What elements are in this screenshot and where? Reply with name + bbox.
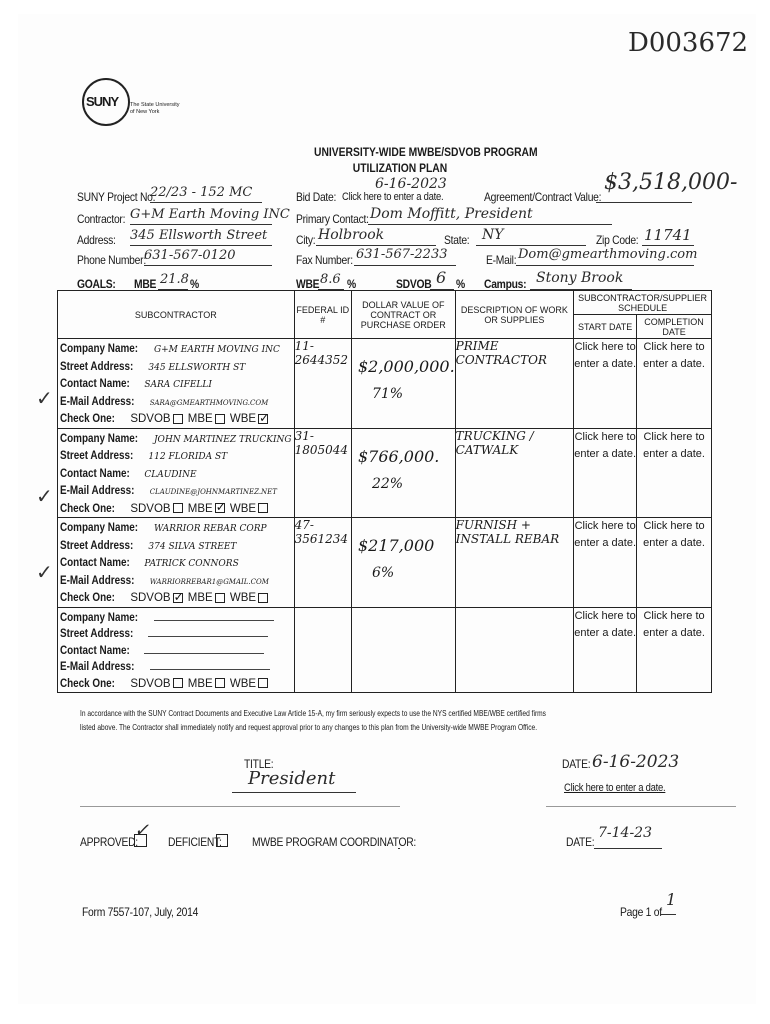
zip-underline (642, 245, 694, 246)
federal-id-cell[interactable]: 47-3561234 (294, 518, 351, 608)
company-value[interactable]: G+M EARTH MOVING INC (153, 345, 280, 355)
completion-date-cell[interactable] (637, 607, 712, 693)
subcontractor-cell (58, 518, 295, 608)
company-value[interactable]: JOHN MARTINEZ TRUCKING (153, 434, 292, 445)
primary-contact-label: Primary Contact: (296, 212, 369, 226)
email-label: E-Mail: (486, 253, 517, 267)
bid-date-value: 6-16-2023 (375, 176, 447, 192)
page-label: Page 1 of (620, 905, 662, 919)
signature-line (80, 806, 400, 807)
mbe-goal-pct: % (190, 277, 199, 291)
mbe-goal-label: MBE (134, 277, 157, 291)
contact-value[interactable]: PATRICK CONNORS (144, 559, 239, 569)
campus-label: Campus: (484, 277, 527, 291)
sdvob-goal-value[interactable]: 6 (436, 268, 447, 287)
title-line-1: UNIVERSITY-WIDE MWBE/SDVOB PROGRAM (314, 145, 538, 159)
description-cell[interactable]: PRIME CONTRACTOR (455, 339, 573, 429)
date-placeholder-2: enter a date. (574, 358, 637, 370)
bid-date-label: Bid Date: (296, 190, 337, 204)
contact-value[interactable]: CLAUDINE (144, 469, 197, 480)
wbe-option: WBE (229, 677, 257, 690)
mbe-checkbox[interactable] (215, 678, 225, 688)
wbe-checkbox[interactable] (258, 678, 268, 688)
title-underline (232, 792, 356, 793)
street-value[interactable]: 345 ELLSWORTH ST (148, 362, 246, 373)
phone-label: Phone Number: (77, 253, 146, 267)
suny-logo (82, 78, 130, 126)
col-header-completion-date: COMPLETION DATE (637, 315, 712, 339)
address-label: Address: (77, 233, 116, 247)
date-placeholder-1: Click here to (574, 609, 636, 622)
col-header-description: DESCRIPTION OF WORK OR SUPPLIES (455, 291, 573, 339)
mbe-option: MBE (187, 677, 213, 690)
mbe-checkbox[interactable] (215, 503, 225, 513)
table-row (58, 518, 712, 608)
primary-contact-value[interactable]: Dom Moffitt, President (370, 206, 533, 222)
city-label: City: (296, 233, 316, 247)
phone-value[interactable]: 631-567-0120 (144, 248, 236, 263)
date-placeholder-1: Click here to (574, 341, 636, 353)
signature-date-label: DATE: (562, 757, 591, 771)
company-value[interactable]: WARRIOR REBAR CORP (153, 524, 267, 534)
completion-date-cell[interactable] (637, 339, 712, 429)
wbe-goal-value[interactable]: 8.6 (320, 272, 341, 287)
federal-id-cell[interactable]: 11-2644352 (294, 339, 351, 429)
wbe-checkbox[interactable] (258, 503, 268, 513)
wbe-goal-label: WBE (296, 277, 320, 291)
mbe-goal-value[interactable]: 21.8 (160, 272, 189, 287)
address-value[interactable]: 345 Ellsworth Street (130, 228, 268, 243)
dollar-percent: 22% (371, 475, 404, 492)
date-placeholder-2: enter a date. (643, 358, 705, 370)
approved-check-mark: ✓ (134, 820, 150, 841)
project-value[interactable]: 22/23 - 152 MC (150, 185, 253, 200)
completion-date-cell[interactable] (637, 518, 712, 608)
email-address-label: E-Mail Address: (60, 574, 135, 587)
contact-label: Contact Name: (60, 557, 130, 569)
subcontractor-cell (58, 428, 295, 518)
state-value[interactable]: NY (482, 227, 504, 243)
date-placeholder-2: enter a date. (643, 447, 705, 460)
title-line-2: UTILIZATION PLAN (352, 161, 448, 175)
form-number: Form 7557-107, July, 2014 (82, 905, 199, 919)
dollar-value-cell[interactable] (351, 428, 455, 518)
deficient-checkbox[interactable] (216, 834, 228, 847)
street-label: Street Address: (60, 628, 134, 640)
federal-id-cell[interactable]: 31-1805044 (294, 428, 351, 518)
dollar-value-cell[interactable] (351, 518, 455, 608)
dollar-amount: $766,000. (357, 446, 440, 466)
date-line (546, 806, 736, 807)
city-underline (316, 245, 436, 246)
sdvob-checkbox[interactable] (173, 503, 183, 513)
logo-line-1: The State University (130, 102, 180, 108)
company-label: Company Name: (60, 522, 139, 534)
zip-value[interactable]: 11741 (644, 226, 692, 244)
sdvob-checkbox[interactable] (173, 678, 183, 688)
wbe-checkbox[interactable] (258, 414, 268, 424)
logo-line-2: of New York (130, 109, 160, 115)
zip-label: Zip Code: (596, 233, 639, 247)
project-underline (150, 202, 262, 203)
street-label: Street Address: (60, 539, 134, 552)
date-placeholder-1: Click here to (643, 430, 705, 443)
date-placeholder-2: enter a date. (574, 447, 637, 460)
campus-value[interactable]: Stony Brook (536, 270, 624, 286)
email-underline (516, 265, 694, 266)
dollar-value-cell[interactable] (351, 607, 455, 693)
subcontractor-table (57, 290, 712, 693)
wbe-option: WBE (229, 592, 257, 604)
logo-text (130, 102, 180, 116)
date-placeholder-2: enter a date. (574, 626, 637, 639)
sdvob-goal-pct: % (456, 277, 465, 291)
margin-check-mark: ✓ (36, 388, 53, 410)
deficient-label: DEFICIENT: (168, 835, 222, 849)
check-one-label: Check One: (60, 592, 115, 604)
wbe-option: WBE (229, 413, 257, 425)
sdvob-option: SDVOB (130, 413, 171, 425)
mbe-checkbox[interactable] (215, 414, 225, 424)
table-row (58, 339, 712, 429)
title-label: TITLE: (244, 757, 274, 771)
contact-label: Contact Name: (60, 467, 130, 480)
email-blank[interactable] (150, 669, 270, 670)
phone-underline (144, 265, 272, 266)
dollar-amount: $2,000,000. (357, 357, 455, 376)
wbe-option: WBE (229, 502, 257, 515)
contact-blank[interactable] (144, 653, 264, 654)
date-placeholder-2: enter a date. (643, 626, 705, 639)
agreement-value[interactable]: $3,518,000- (604, 170, 738, 195)
subcontractor-cell (58, 339, 295, 429)
email-address-label: E-Mail Address: (60, 395, 135, 408)
date-placeholder-1: Click here to (643, 609, 705, 622)
email-address-value[interactable]: SARA@GMEARTHMOVING.COM (149, 398, 269, 407)
sdvob-option: SDVOB (130, 502, 171, 515)
state-label: State: (444, 233, 470, 247)
sdvob-goal-label: SDVOB (396, 277, 432, 291)
table-row (58, 607, 712, 693)
approval-date-value[interactable]: 7-14-23 (598, 825, 652, 841)
contractor-value[interactable]: G+M Earth Moving INC (130, 207, 290, 222)
company-label: Company Name: (60, 432, 139, 445)
contact-label: Contact Name: (60, 378, 130, 390)
compliance-note (80, 706, 700, 734)
col-header-start-date: START DATE (574, 315, 637, 339)
check-one-label: Check One: (60, 502, 115, 515)
start-date-cell[interactable] (574, 339, 637, 429)
mbe-option: MBE (187, 502, 213, 515)
agreement-underline (596, 202, 692, 203)
state-underline (476, 245, 586, 246)
signature-date-value[interactable]: 6-16-2023 (592, 752, 680, 772)
email-address-value[interactable]: CLAUDINE@JOHNMARTINEZ.NET (149, 488, 277, 496)
mbe-option: MBE (187, 413, 213, 425)
title-value[interactable]: President (248, 768, 336, 789)
description-cell[interactable]: TRUCKING / CATWALK (455, 428, 573, 518)
document-number: D003672 (628, 28, 749, 58)
contact-value[interactable]: SARA CIFELLI (144, 380, 212, 390)
federal-id-cell[interactable] (294, 607, 351, 693)
mbe-checkbox[interactable] (215, 593, 225, 603)
date-placeholder-1: Click here to (643, 341, 705, 353)
margin-check-mark: ✓ (36, 562, 53, 584)
date-placeholder-1: Click here to (574, 430, 636, 443)
street-value[interactable]: 374 SILVA STREET (148, 541, 237, 552)
sdvob-option: SDVOB (130, 592, 171, 604)
start-date-cell[interactable] (574, 607, 637, 693)
fax-underline (354, 265, 456, 266)
margin-check-mark: ✓ (36, 486, 53, 508)
note-line-2: listed above. The Contractor shall immediately notify and request approval prior to any changes to this plan from the University-wide MWBE Program Office. (80, 722, 538, 732)
sdvob-option: SDVOB (130, 677, 171, 690)
sdvob-checkbox[interactable] (173, 414, 183, 424)
date-placeholder-1: Click here to (574, 520, 636, 532)
contractor-underline (130, 224, 272, 225)
fax-label: Fax Number: (296, 253, 353, 267)
city-value[interactable]: Holbrook (318, 227, 385, 243)
wbe-checkbox[interactable] (258, 593, 268, 603)
page-total-underline (660, 914, 676, 915)
completion-date-cell[interactable] (637, 428, 712, 518)
dollar-percent: 71% (371, 386, 404, 402)
company-label: Company Name: (60, 343, 139, 355)
coordinator-line (398, 848, 400, 849)
fax-value[interactable]: 631-567-2233 (356, 247, 448, 262)
col-header-federal-id: FEDERAL ID # (294, 291, 351, 339)
email-value[interactable]: Dom@gmearthmoving.com (518, 247, 698, 262)
dollar-percent: 6% (371, 565, 395, 581)
date-placeholder-2: enter a date. (643, 537, 705, 549)
address-underline (130, 245, 272, 246)
goals-label: GOALS: (77, 277, 116, 291)
check-one-label: Check One: (60, 677, 115, 690)
mbe-option: MBE (187, 592, 213, 604)
approval-date-label: DATE: (566, 835, 595, 849)
signature-date-placeholder[interactable]: Click here to enter a date. (564, 782, 666, 794)
date-placeholder-1: Click here to (643, 520, 705, 532)
street-label: Street Address: (60, 360, 134, 373)
contact-label: Contact Name: (60, 644, 130, 657)
col-header-schedule: SUBCONTRACTOR/SUPPLIER SCHEDULE (574, 291, 712, 315)
check-one-label: Check One: (60, 413, 115, 425)
coordinator-label: MWBE PROGRAM COORDINATOR: (252, 835, 417, 849)
col-header-dollar-value: DOLLAR VALUE OF CONTRACT OR PURCHASE ORDER (351, 291, 455, 339)
street-value[interactable]: 112 FLORIDA ST (148, 452, 228, 462)
start-date-cell[interactable] (574, 518, 637, 608)
subcontractor-cell (58, 607, 295, 693)
street-label: Street Address: (60, 450, 134, 462)
form-title (300, 144, 538, 176)
dollar-amount: $217,000 (357, 536, 435, 555)
agreement-label: Agreement/Contract Value: (484, 190, 602, 204)
company-blank[interactable] (154, 620, 274, 621)
dollar-value-cell[interactable] (351, 339, 455, 429)
page-total: 1 (666, 890, 677, 909)
description-cell[interactable]: FURNISH + INSTALL REBAR (455, 518, 573, 608)
primary-underline (368, 224, 612, 225)
sdvob-checkbox[interactable] (173, 593, 183, 603)
street-blank[interactable] (148, 636, 268, 637)
logo-mark: SUNY (86, 94, 119, 109)
project-label: SUNY Project No. (77, 190, 156, 204)
approved-label: APPROVED: (80, 835, 138, 849)
email-address-value[interactable]: WARRIORREBAR1@GMAIL.COM (149, 577, 269, 586)
approval-date-underline (594, 848, 662, 849)
col-header-subcontractor: SUBCONTRACTOR (58, 291, 295, 339)
email-address-label: E-Mail Address: (60, 485, 135, 497)
note-line-1: In accordance with the SUNY Contract Documents and Executive Law Article 15-A, my firm seriously expects to use the NYS certified MBE/WBE certified firms (80, 708, 547, 718)
start-date-cell[interactable] (574, 428, 637, 518)
company-label: Company Name: (60, 611, 139, 624)
table-row (58, 428, 712, 518)
description-cell[interactable] (455, 607, 573, 693)
wbe-goal-pct: % (347, 277, 356, 291)
date-placeholder-2: enter a date. (574, 537, 637, 549)
contractor-label: Contractor: (77, 212, 126, 226)
bid-date-placeholder[interactable]: Click here to enter a date. (342, 191, 444, 203)
email-address-label: E-Mail Address: (60, 661, 135, 673)
